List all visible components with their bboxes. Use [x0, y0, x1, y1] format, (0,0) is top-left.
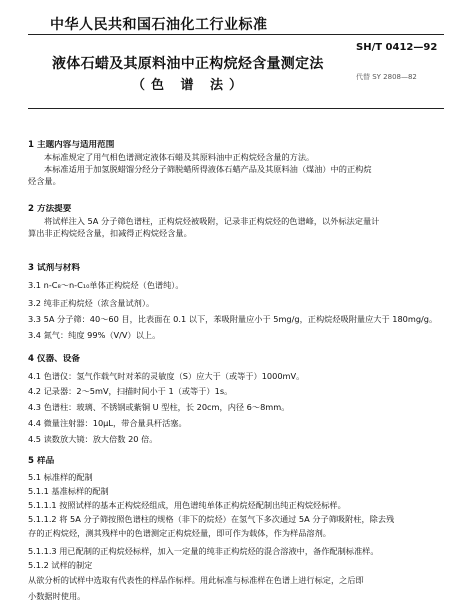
section-heading: 4 仪器、设备	[28, 354, 80, 364]
clause-line: 5.1.1.1 按照试样的基本正构烷烃组成，用色谱纯单体正构烷烃配制出纯正构烷烃标样。	[28, 500, 346, 510]
clause-line: 从欲分析的试样中选取有代表性的样品作标样。用此标准与标准样在色谱上进行标定，之后即	[28, 575, 364, 585]
clause-line: 5.1.1.3 用已配制的正构烷烃标样，加入一定量的纯非正构烷烃的混合溶液中，备作配制标准样。	[28, 546, 379, 556]
section-heading: 1 主题内容与适用范围	[28, 140, 115, 150]
clause-line: 3.3 5A 分子筛：40～60 目，比表面在 0.1 以下，苯吸附量应小于 5mg/g，正构烷烃吸附量应大于 180mg/g。	[28, 314, 438, 324]
header-rule	[28, 34, 444, 35]
paragraph-line: 本标准规定了用气相色谱测定液体石蜡及其原料油中正构烷烃含量的方法。	[44, 152, 315, 162]
replaces-note: 代替 SY 2808—82	[356, 73, 417, 81]
standard-number: SH/T 0412—92	[356, 42, 438, 53]
paragraph-line: 算出非正构烷烃含量，扣减得正构烷烃含量。	[28, 228, 192, 238]
section-heading: 5 样品	[28, 456, 55, 466]
clause-line: 存的正构烷烃，测其残样中的色谱测定正构烷烃量，即可作为载体，作为样品溶剂。	[28, 528, 331, 538]
clause-line: 3.1 n-C₈～n-C₁₀单体正构烷烃（色谱纯）。	[28, 280, 184, 290]
clause-line: 5.1 标准样的配制	[28, 472, 93, 482]
clause-line: 小数据时使用。	[28, 591, 86, 601]
paragraph-line: 烃含量。	[28, 176, 61, 186]
section-heading: 3 试剂与材料	[28, 263, 80, 273]
document-title: 液体石蜡及其原料油中正构烷烃含量测定法	[52, 56, 324, 72]
clause-line: 5.1.1.2 将 5A 分子筛按照色谱柱的规格（非下的烷烃）在氢气下多次通过 5A 分子筛吸附柱，除去残	[28, 514, 395, 524]
document-subtitle: （色 谱 法）	[132, 78, 249, 93]
clause-line: 4.5 读数放大镜：放大倍数 20 倍。	[28, 434, 158, 444]
clause-line: 4.4 微量注射器：10μL，带合量具杆活塞。	[28, 418, 187, 428]
clause-line: 4.2 记录器：2～5mV，扫描时间小于 1（或等于）1s。	[28, 386, 233, 396]
section-heading: 2 方法提要	[28, 204, 72, 214]
clause-line: 5.1.2 试样的制定	[28, 560, 93, 570]
paragraph-line: 本标准适用于加氢脱蜡馏分经分子筛脱蜡所得液体石蜡产品及其原料油（煤油）中的正构烷	[44, 164, 372, 174]
document-header: 中华人民共和国石油化工行业标准	[50, 17, 268, 33]
clause-line: 3.4 氮气：纯度 99%（V/V）以上。	[28, 330, 161, 340]
clause-line: 3.2 纯非正构烷烃（浓含量试剂）。	[28, 298, 155, 308]
paragraph-line: 将试样注入 5A 分子筛色谱柱，正构烷烃被吸附，记录非正构烷烃的色谱峰，以外标法定量计	[44, 216, 380, 226]
clause-line: 4.3 色谱柱：玻璃、不锈钢或紫铜 U 型柱，长 20cm，内径 6～8mm。	[28, 402, 290, 412]
clause-line: 5.1.1 基准标样的配制	[28, 486, 109, 496]
clause-line: 4.1 色谱仪：氢气作载气时对苯的灵敏度（S）应大于（或等于）1000mV。	[28, 371, 305, 381]
title-rule	[28, 108, 444, 109]
